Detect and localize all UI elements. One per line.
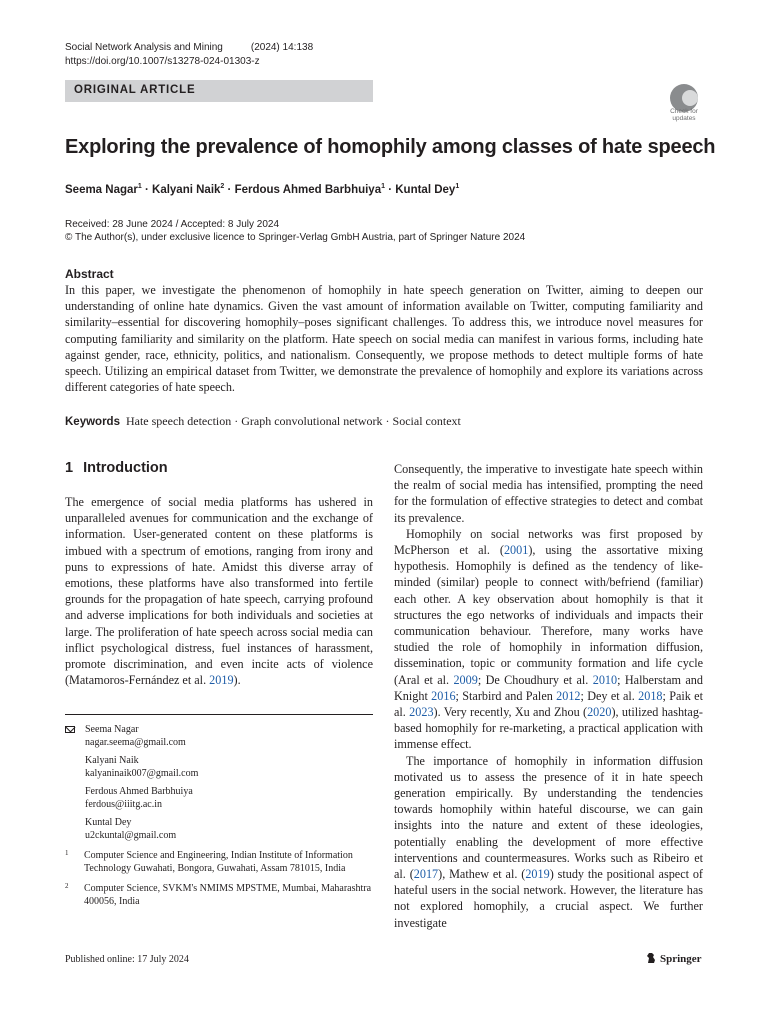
author-name: Seema Nagar — [65, 183, 138, 196]
contact-email[interactable]: nagar.seema@gmail.com — [85, 737, 186, 748]
citation-link[interactable]: 2019 — [209, 673, 234, 688]
citation-link[interactable]: 2023 — [409, 705, 434, 720]
section-title: Introduction — [83, 460, 168, 476]
contact-name: Ferdous Ahmed Barbhuiya — [85, 786, 193, 797]
author-affiliation: 1 — [137, 183, 142, 190]
citation-link[interactable]: 2018 — [638, 688, 663, 703]
paragraph-homophily: Homophily on social networks was first proposed by McPherson et al. (2001), using the assortative mixing hypothesis. Homophily is defined as the tendency of like-minded (similar) people to connect with/befriend (familiar) each other. A key observation about homophily is that it structures the ego networks of individuals and impacts their communication behaviour. Therefore, many works have studied the role of homophily in information diffusion, dissemination, topic or community formation and life cycle (Aral et al. 2009; De Choudhury et al. 2010; Halberstam and Knight 2016; Starbird and Palen 2012; Dey et al. 2018; Paik et al. 2023). Very recently, Xu and Zhou (2020), utilized hashtag-based homophily for re-marketing, a practical application with immense effect. — [394, 526, 703, 752]
envelope-icon — [65, 726, 75, 733]
abstract-heading: Abstract — [65, 267, 114, 281]
citation-link[interactable]: 2010 — [592, 672, 618, 687]
paragraph-continued: Consequently, the imperative to investigate hate speech within the realm of social media has intensified, prompting the need for the formulation of effective strategies to detect and combat its prevalence. — [394, 462, 703, 525]
footnote-divider — [65, 714, 373, 715]
author-list: Seema Nagar$^1$ · Kalyani Naik$^2$ · Ferdous Ahmed Barbhuiya$^1$ · Kuntal Dey$^1$ — [65, 183, 460, 196]
journal-line — [65, 41, 313, 54]
section-number: 1 — [65, 460, 74, 476]
contact-entry — [65, 723, 373, 749]
contact-name: Kuntal Dey — [85, 817, 132, 828]
doi-link[interactable]: https://doi.org/10.1007/s13278-024-01303-z — [65, 56, 260, 67]
affiliation-text: Computer Science and Engineering, Indian Institute of Information Technology Guwahati, Bongora, Guwahati, Assam 781015, India — [84, 850, 353, 874]
contact-email[interactable]: ferdous@iiitg.ac.in — [85, 799, 162, 810]
author-name: Ferdous Ahmed Barbhuiya — [234, 183, 382, 196]
author-affiliation: 1 — [455, 183, 460, 190]
author-name: Kalyani Naik — [152, 183, 221, 196]
published-online: Published online: 17 July 2024 — [65, 954, 189, 965]
author-name: Kuntal Dey — [395, 183, 456, 196]
citation-link[interactable]: 2017 — [413, 867, 439, 882]
contact-email[interactable]: u2ckuntal@gmail.com — [85, 830, 177, 841]
keywords-line — [65, 414, 461, 430]
keywords-label: Keywords — [65, 416, 120, 428]
affiliation-entry — [65, 849, 373, 875]
keywords-text: Hate speech detection · Graph convolutional network · Social context — [125, 414, 461, 428]
contact-name: Kalyani Naik — [85, 755, 139, 766]
affiliation-number: 2 — [65, 882, 69, 890]
contact-email[interactable]: kalyaninaik007@gmail.com — [85, 768, 199, 779]
contact-entry — [65, 785, 373, 811]
abstract-text: In this paper, we investigate the phenomenon of homophily in hate speech generation on Twitter, aiming to deepen our understanding of online hate dynamics. Given the vast amount of information available on Twitter, computing familiarity and similarity–essential for discovering homophily–poses significant challenges. To address this, we introduce novel measures for computing familiarity and similarity on the platform. Hate speech on social media can manifest in various forms, including hate against gender, race, ethnicity, politics, and nationalism. Consequently, we propose methods to detect multiple forms of hate speech. Utilizing an empirical dataset from Twitter, we demonstrate the prevalence of homophily and explore its variations across different categories of hate speech. — [65, 283, 703, 395]
section-heading — [65, 459, 168, 477]
contact-entry — [65, 816, 373, 842]
contact-entry — [65, 754, 373, 780]
citation-link[interactable]: 2009 — [453, 672, 478, 687]
intro-paragraph-left — [65, 494, 373, 688]
article-type-band — [65, 80, 373, 102]
contact-name: Seema Nagar — [85, 724, 139, 735]
publisher-name: Springer — [660, 953, 702, 965]
affiliation-entry — [65, 882, 373, 908]
journal-volume: (2024) 14:138 — [250, 42, 314, 53]
affiliation-text: Computer Science, SVKM's NMIMS MPSTME, Mumbai, Maharashtra 400056, India — [84, 883, 372, 907]
publisher-logo — [646, 952, 702, 966]
springer-horse-icon — [646, 952, 656, 964]
received-dates: Received: 28 June 2024 / Accepted: 8 July 2024 — [65, 219, 280, 230]
author-affiliation: 1 — [381, 183, 386, 190]
copyright-notice: © The Author(s), under exclusive licence to Springer-Verlag GmbH Austria, part of Springer Nature 2024 — [65, 232, 526, 243]
right-column — [394, 461, 703, 931]
paragraph-text: ). — [233, 673, 241, 688]
check-updates-text: Check for updates — [670, 108, 698, 122]
journal-name: Social Network Analysis and Mining — [65, 42, 223, 53]
citation-link[interactable]: 2016 — [431, 688, 456, 703]
paragraph-importance: The importance of homophily in information diffusion motivated us to assess the presence of it in hate speech generation empirically. By understanding the tendencies towards homophily within hateful discourse, we can gain insights into the nature and extent of these ideologies, potentially enabling the development of more effective interventions and countermeasures. Works such as Ribeiro et al. (2017), Mathew et al. (2019) study the positional aspect of hateful users in the social network. However, the literature has not explored homophily, a crucial aspect. We further investigate — [394, 753, 703, 930]
article-title: Exploring the prevalence of homophily among classes of hate speech — [65, 136, 716, 158]
citation-link[interactable]: 2019 — [525, 867, 550, 882]
citation-link[interactable]: 2012 — [556, 688, 581, 703]
contact-block — [65, 723, 373, 908]
citation-link[interactable]: 2020 — [587, 705, 612, 720]
citation-link[interactable]: 2001 — [503, 543, 529, 558]
author-affiliation: 2 — [220, 183, 225, 190]
affiliation-number: 1 — [65, 849, 69, 857]
paragraph-text: The emergence of social media platforms has ushered in unparalleled avenues for communication and the exchange of information. User-generated content on these platforms is imbued with a spectrum of emotions, ranging from irony and puns to expressions of hate. Amidst this diverse array of emotions, these platforms have also transformed into fertile grounds for the propagation of hate speech, carrying profound and adverse implications for both individuals and societies at large. The proliferation of hate speech across social media can inflict psychological distress, fuel instances of harassment, promote discrimination, and even incite acts of violence (Matamoros-Fernández et al. — [65, 495, 373, 688]
check-for-updates-badge[interactable] — [664, 84, 704, 124]
article-type-label: ORIGINAL ARTICLE — [74, 84, 196, 96]
